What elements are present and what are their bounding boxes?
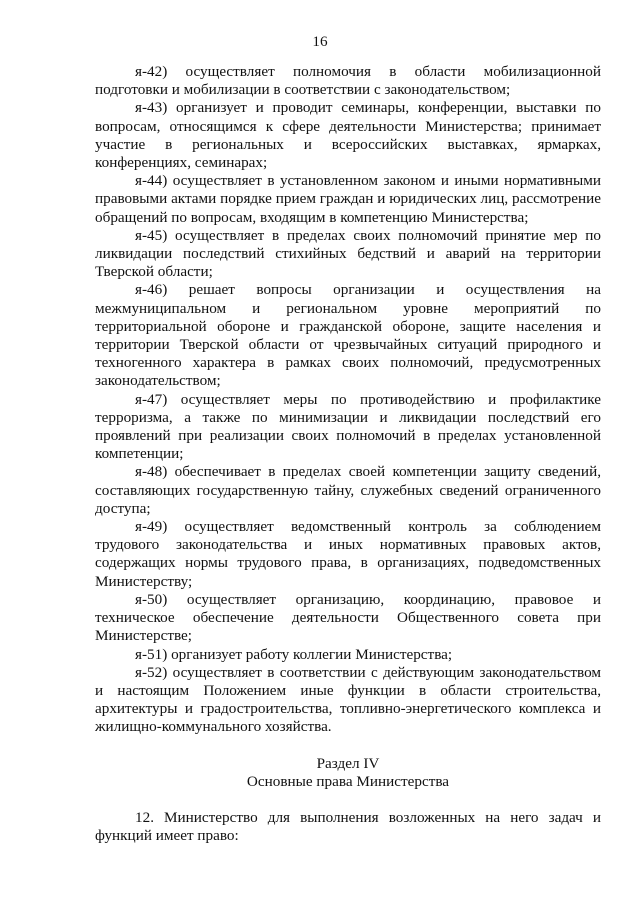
list-item: я-49) осуществляет ведомственный контроль за соблюдением трудового законодательства и иных нормативных правовых актов, содержащих нормы трудового права, в организациях, подведомственных Министерству; <box>95 518 601 590</box>
page-number: 16 <box>312 33 328 50</box>
list-item: я-47) осуществляет меры по противодействию и профилактике терроризма, а также по минимизации и ликвидации последствий его проявлений при реализации своих полномочий в пределах установленной компетенции; <box>95 390 601 463</box>
section-heading <box>95 755 601 791</box>
list-item: я-52) осуществляет в соответствии с действующим законодательством и настоящим Положением иные функции в области строительства, архитектуры и градостроительства, топливно-энергетического комплекса и жилищно-коммунального хозяйства. <box>95 663 601 736</box>
list-item: я-50) осуществляет организацию, координацию, правовое и техническое обеспечение деятельности Общественного совета при Министерстве; <box>95 590 601 645</box>
list-item: я-48) обеспечивает в пределах своей компетенции защиту сведений, составляющих государственную тайну, служебных сведений ограниченного доступа; <box>95 463 601 517</box>
list-item: я-45) осуществляет в пределах своих полномочий принятие мер по ликвидации последствий стихийных бедствий и аварий на территории Тверской области; <box>95 226 601 281</box>
list-item: я-51) организует работу коллегии Министерства; <box>135 645 453 663</box>
list-item: я-43) организует и проводит семинары, конференции, выставки по вопросам, относящимся к сфере деятельности Министерства; принимает участие в региональных и всероссийских выставках, ярмарках, конференциях, семинарах; <box>95 99 601 172</box>
document-body <box>95 63 601 845</box>
list-item: я-46) решает вопросы организации и осуществления на межмуниципальном и региональном уровне мероприятий по территориальной обороне и гражданской обороне, защите населения и территории Тверской области от чрезвычайных ситуаций природного и техногенного характера в рамках своих полномочий, предусмотренных законодательством; <box>95 281 601 390</box>
list-item: я-42) осуществляет полномочия в области мобилизационной подготовки и мобилизации в соответствии с законодательством; <box>95 63 601 99</box>
closing-paragraph: 12. Министерство для выполнения возложенных на него задач и функций имеет право: <box>95 808 601 845</box>
section-number: Раздел IV <box>316 754 380 772</box>
spacer <box>95 791 601 809</box>
section-title: Основные права Министерства <box>246 772 450 790</box>
list-item: я-44) осуществляет в установленном законом и иными нормативными правовыми актами порядке прием граждан и юридических лиц, рассмотрение обращений по вопросам, входящим в компетенцию Министерства; <box>95 172 601 226</box>
